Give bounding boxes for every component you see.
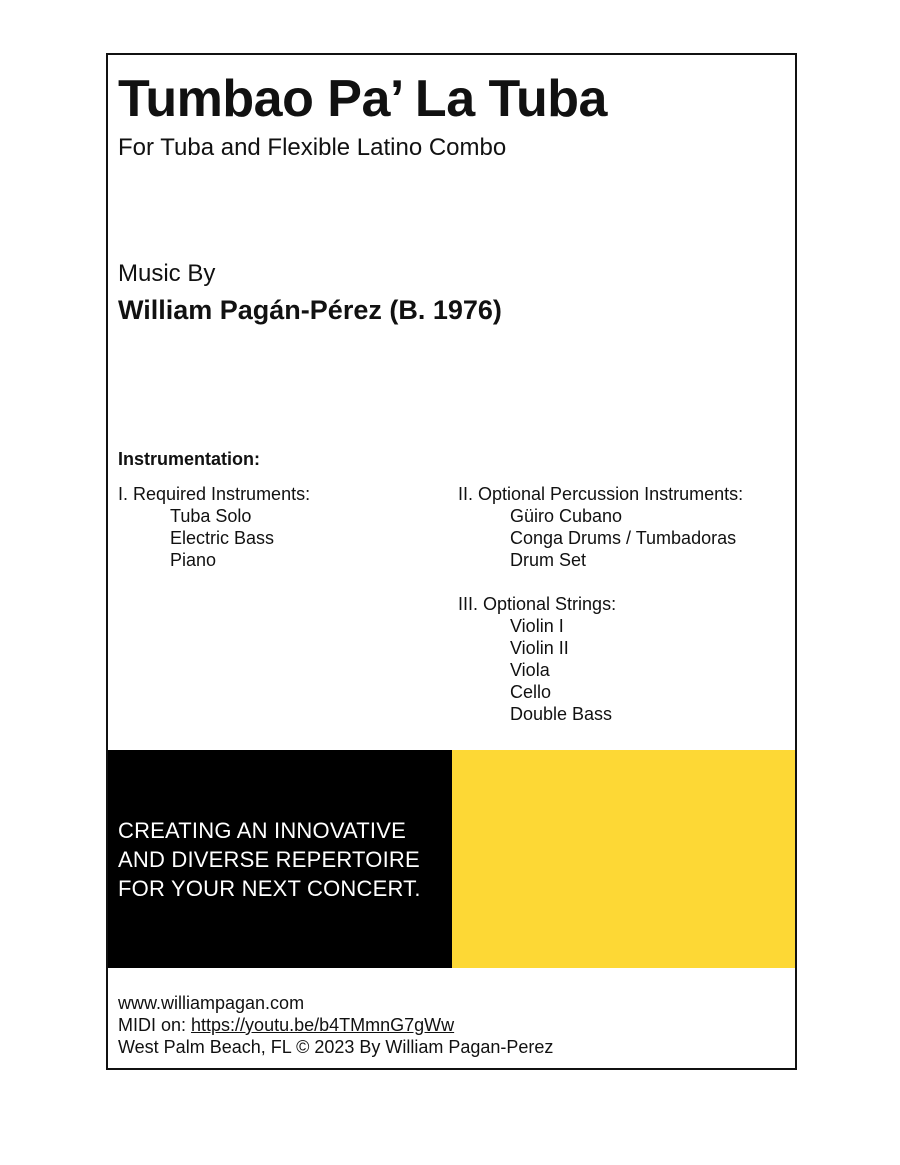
instrument-item: Piano: [170, 550, 217, 570]
strings-instruments-title: III. Optional Strings:: [458, 594, 617, 614]
banner-black-panel: [108, 750, 452, 968]
percussion-instruments-group: [458, 483, 743, 571]
copyright-text: West Palm Beach, FL © 2023 By William Pagan-Perez: [118, 1037, 554, 1057]
midi-label: MIDI on:: [118, 1015, 192, 1035]
banner-yellow-panel: [452, 750, 795, 968]
instrument-item: Conga Drums / Tumbadoras: [510, 528, 737, 548]
website-text: www.williampagan.com: [118, 993, 305, 1013]
tagline-line: FOR YOUR NEXT CONCERT.: [118, 876, 421, 901]
instrument-item: Violin I: [510, 616, 564, 636]
tagline-text: [118, 816, 421, 903]
footer: [118, 992, 553, 1058]
percussion-instruments-title: II. Optional Percussion Instruments:: [458, 484, 744, 504]
instrument-item: Cello: [510, 682, 552, 702]
required-instruments-group: [118, 483, 310, 571]
midi-link[interactable]: https://youtu.be/b4TMmnG7gWw: [191, 1015, 455, 1035]
instrumentation-heading: Instrumentation:: [118, 449, 260, 469]
midi-line: [118, 1014, 553, 1036]
score-title: Tumbao Pa’ La Tuba: [118, 70, 607, 128]
instrument-item: Güiro Cubano: [510, 506, 623, 526]
required-instruments-title: I. Required Instruments:: [118, 484, 311, 504]
strings-instruments-group: [458, 593, 616, 725]
instrument-item: Electric Bass: [170, 528, 275, 548]
composer-name: William Pagán-Pérez (B. 1976): [118, 295, 502, 325]
instrument-item: Double Bass: [510, 704, 613, 724]
instrument-item: Violin II: [510, 638, 569, 658]
instrument-item: Viola: [510, 660, 550, 680]
instrument-item: Drum Set: [510, 550, 587, 570]
tagline-banner: [108, 750, 795, 968]
tagline-line: CREATING AN INNOVATIVE: [118, 818, 406, 843]
tagline-line: AND DIVERSE REPERTOIRE: [118, 847, 420, 872]
score-subtitle: For Tuba and Flexible Latino Combo: [118, 134, 507, 161]
cover-frame: [106, 53, 797, 1070]
music-by-label: Music By: [118, 260, 216, 287]
instrument-item: Tuba Solo: [170, 506, 252, 526]
